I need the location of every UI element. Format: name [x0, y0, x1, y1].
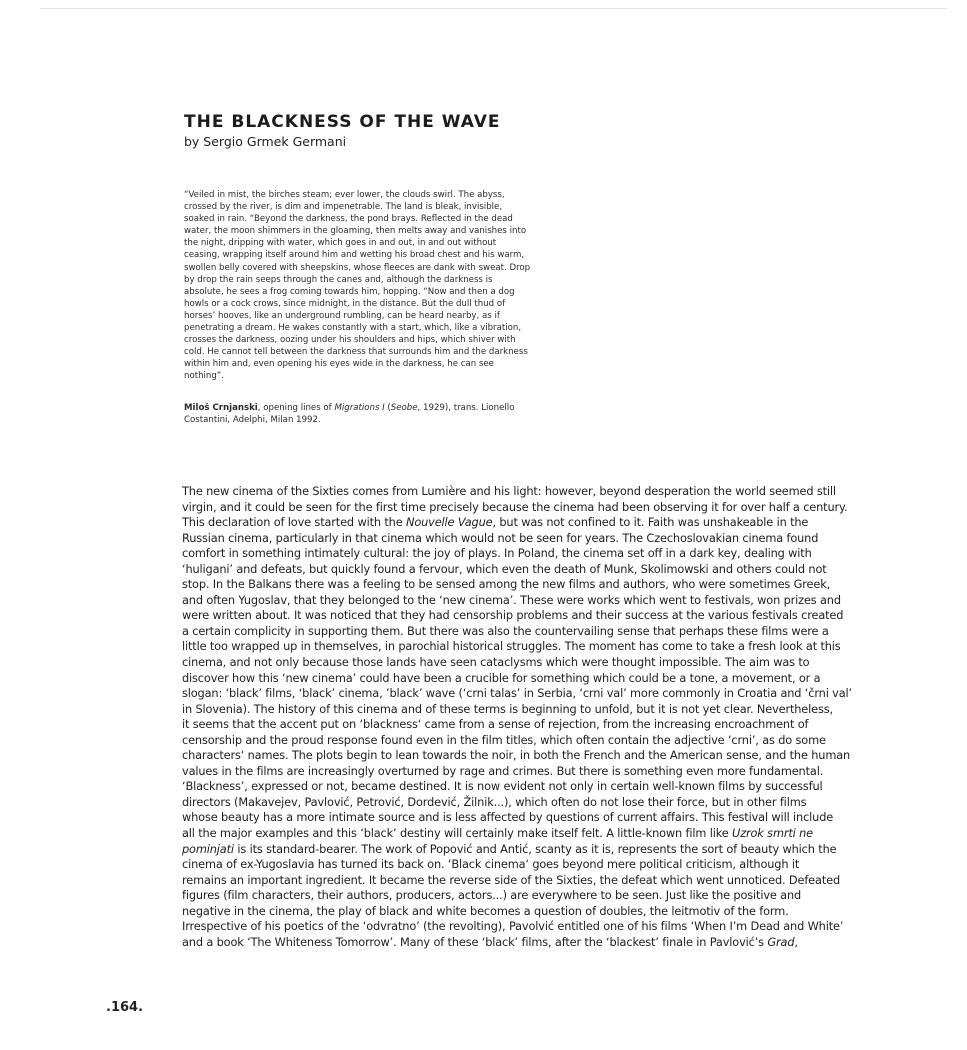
body-line: directors (Makavejev, Pavlović, Petrović, Dordević, Žilnik...), which often do not lose their force, but in other films [182, 794, 807, 809]
body-line: characters‘ names. The plots begin to lean towards the noir, in both the French and the American sense, and the human [182, 748, 851, 763]
citation-paren-open: ( [384, 403, 391, 413]
body-line: cinema, and not only because those lands have seen cataclysms which were thought impossible. The aim was to [182, 655, 810, 670]
body-line: all the major examples and this ‘black’ destiny will certainly make itself felt. A little-known film like Uzrok smrti ne [182, 826, 813, 841]
body-line: Russian cinema, particularly in that cinema which would not be seen for years. The Czechoslovakian cinema found [182, 530, 819, 545]
body-line: and often Yugoslav, that they belonged to the ‘new cinema’. These were works which went to festivals, won prizes and [182, 592, 841, 607]
body-line: ‘Blackness’, expressed or not, became destined. It is now evident not only in certain well-known films by successful [182, 779, 823, 794]
article-title: THE BLACKNESS OF THE WAVE [184, 112, 501, 132]
page-number: .164. [106, 1000, 144, 1015]
article-byline: by Sergio Grmek Germani [184, 134, 347, 149]
body-line: virgin, and it could be seen for the first time precisely because the cinema had been observing it for over half a century. [182, 499, 848, 514]
citation-pre: , opening lines of [257, 403, 335, 413]
body-line: whose beauty has a more intimate source and is less affected by questions of current affairs. This festival will include [182, 810, 834, 825]
body-line: remains an important ingredient. It became the reverse side of the Sixties, the defeat which went unnoticed. Defeated [182, 872, 840, 887]
epigraph-citation [184, 402, 534, 426]
body-line: negative in the cinema, the play of black and white becomes a question of doubles, the leitmotiv of the form. [182, 903, 789, 918]
body-line: comfort in something intimately cultural: the joy of plays. In Poland, the cinema set off in a dark key, dealing with [182, 546, 812, 561]
body-line: were written about. It was noticed that they had censorship problems and their success at the various festivals created [182, 608, 844, 623]
body-line: ‘huligani’ and defeats, but quickly found a fervour, which even the death of Munk, Skolimowski and others could not [182, 561, 827, 576]
body-line: slogan: ‘black’ films, ‘black’ cinema, ’black’ wave (‘crni talas’ in Serbia, ‘crni val’ more commonly in Croatia and ‘črni val’ [182, 686, 852, 701]
body-line: figures (film characters, their authors, producers, actors...) are everywhere to be seen. Just like the positive and [182, 888, 802, 903]
body-line: and a book ‘The Whiteness Tomorrow’. Many of these ‘black’ films, after the ‘blackest’ finale in Pavlović’s Grad, [182, 934, 798, 949]
body-line: discover how this ‘new cinema’ could have been a crucible for something which could be a tone, a movement, or a [182, 670, 821, 685]
body-line: in Slovenia). The history of this cinema and of these terms is beginning to unfold, but it is not yet clear. Nevertheless, [182, 701, 833, 716]
body-line: The new cinema of the Sixties comes from Lumière and his light: however, beyond desperation the world seemed still [182, 484, 836, 498]
citation-work: Migrations I [334, 403, 385, 413]
body-line: censorship and the proud response found even in the film titles, which often contain the adjective ‘crni’, as do some [182, 732, 826, 747]
article-body [182, 484, 890, 950]
citation-author: Miloš Crnjanski [184, 403, 258, 413]
citation-original-title: Seobe [390, 403, 418, 413]
body-line: a certain complicity in supporting them. But there was also the countervailing sense that perhaps these films were a [182, 623, 829, 638]
body-line: pominjati is its standard-bearer. The work of Popović and Antić, scanty as it is, represents the sort of beauty which the [182, 841, 837, 856]
body-line: stop. In the Balkans there was a feeling to be sensed among the new films and authors, who were sometimes Greek, [182, 577, 831, 592]
epigraph-quote: “Veiled in mist, the birches steam; ever lower, the clouds swirl. The abyss, crossed by the river, is dim and impenetrable. The land is bleak, invisible, soaked in rain. “Beyond the darkness, the pond brays. Reflected in the dead water, the moon shimmers in the gloaming, then melts away and vanishes into the night, dripping with water, which goes in and out, in and out without ceasing, wrapping itself around him and wetting his broad chest and his warm, swollen belly covered with sheepskins, whose fleeces are dank with sweat. Drop by drop the rain seeps through the canes and, although the darkness is absolute, he sees a frog coming towards him, hopping. “Now and then a dog howls or a cock crows, since midnight, in the distance. But the dull thud of horses’ hooves, like an underground rumbling, can be heard nearby, as if penetrating a dream. He wakes constantly with a start, which, like a vibration, crosses the darkness, oozing under his shoulders and hips, which shiver with cold. He cannot tell between the darkness that surrounds him and the darkness within him and, even opening his eyes wide in the darkness, he can see nothing”. [184, 190, 531, 382]
body-line: little too wrapped up in themselves, in parochial historical struggles. The moment has come to take a fresh look at this [182, 639, 841, 654]
body-line: it seems that the accent put on ‘blackness‘ came from a sense of rejection, from the increasing encroachment of [182, 717, 809, 732]
body-line: values in the films are increasingly overturned by rage and crimes. But there is something even more fundamental. [182, 763, 824, 778]
top-rule [40, 8, 947, 9]
body-line: Irrespective of his poetics of the ‘odvratno’ (the revolting), Pavolvić entitled one of his films ‘When I’m Dead and White’ [182, 919, 844, 934]
body-line: cinema of ex-Yugoslavia has turned its back on. ‘Black cinema‘ goes beyond mere political criticism, although it [182, 857, 800, 872]
body-line: This declaration of love started with the Nouvelle Vague, but was not confined to it. Faith was unshakeable in the [182, 515, 809, 530]
citation-rest: , 1929), trans. Lionello Costantini, Adelphi, Milan 1992. [184, 403, 515, 426]
